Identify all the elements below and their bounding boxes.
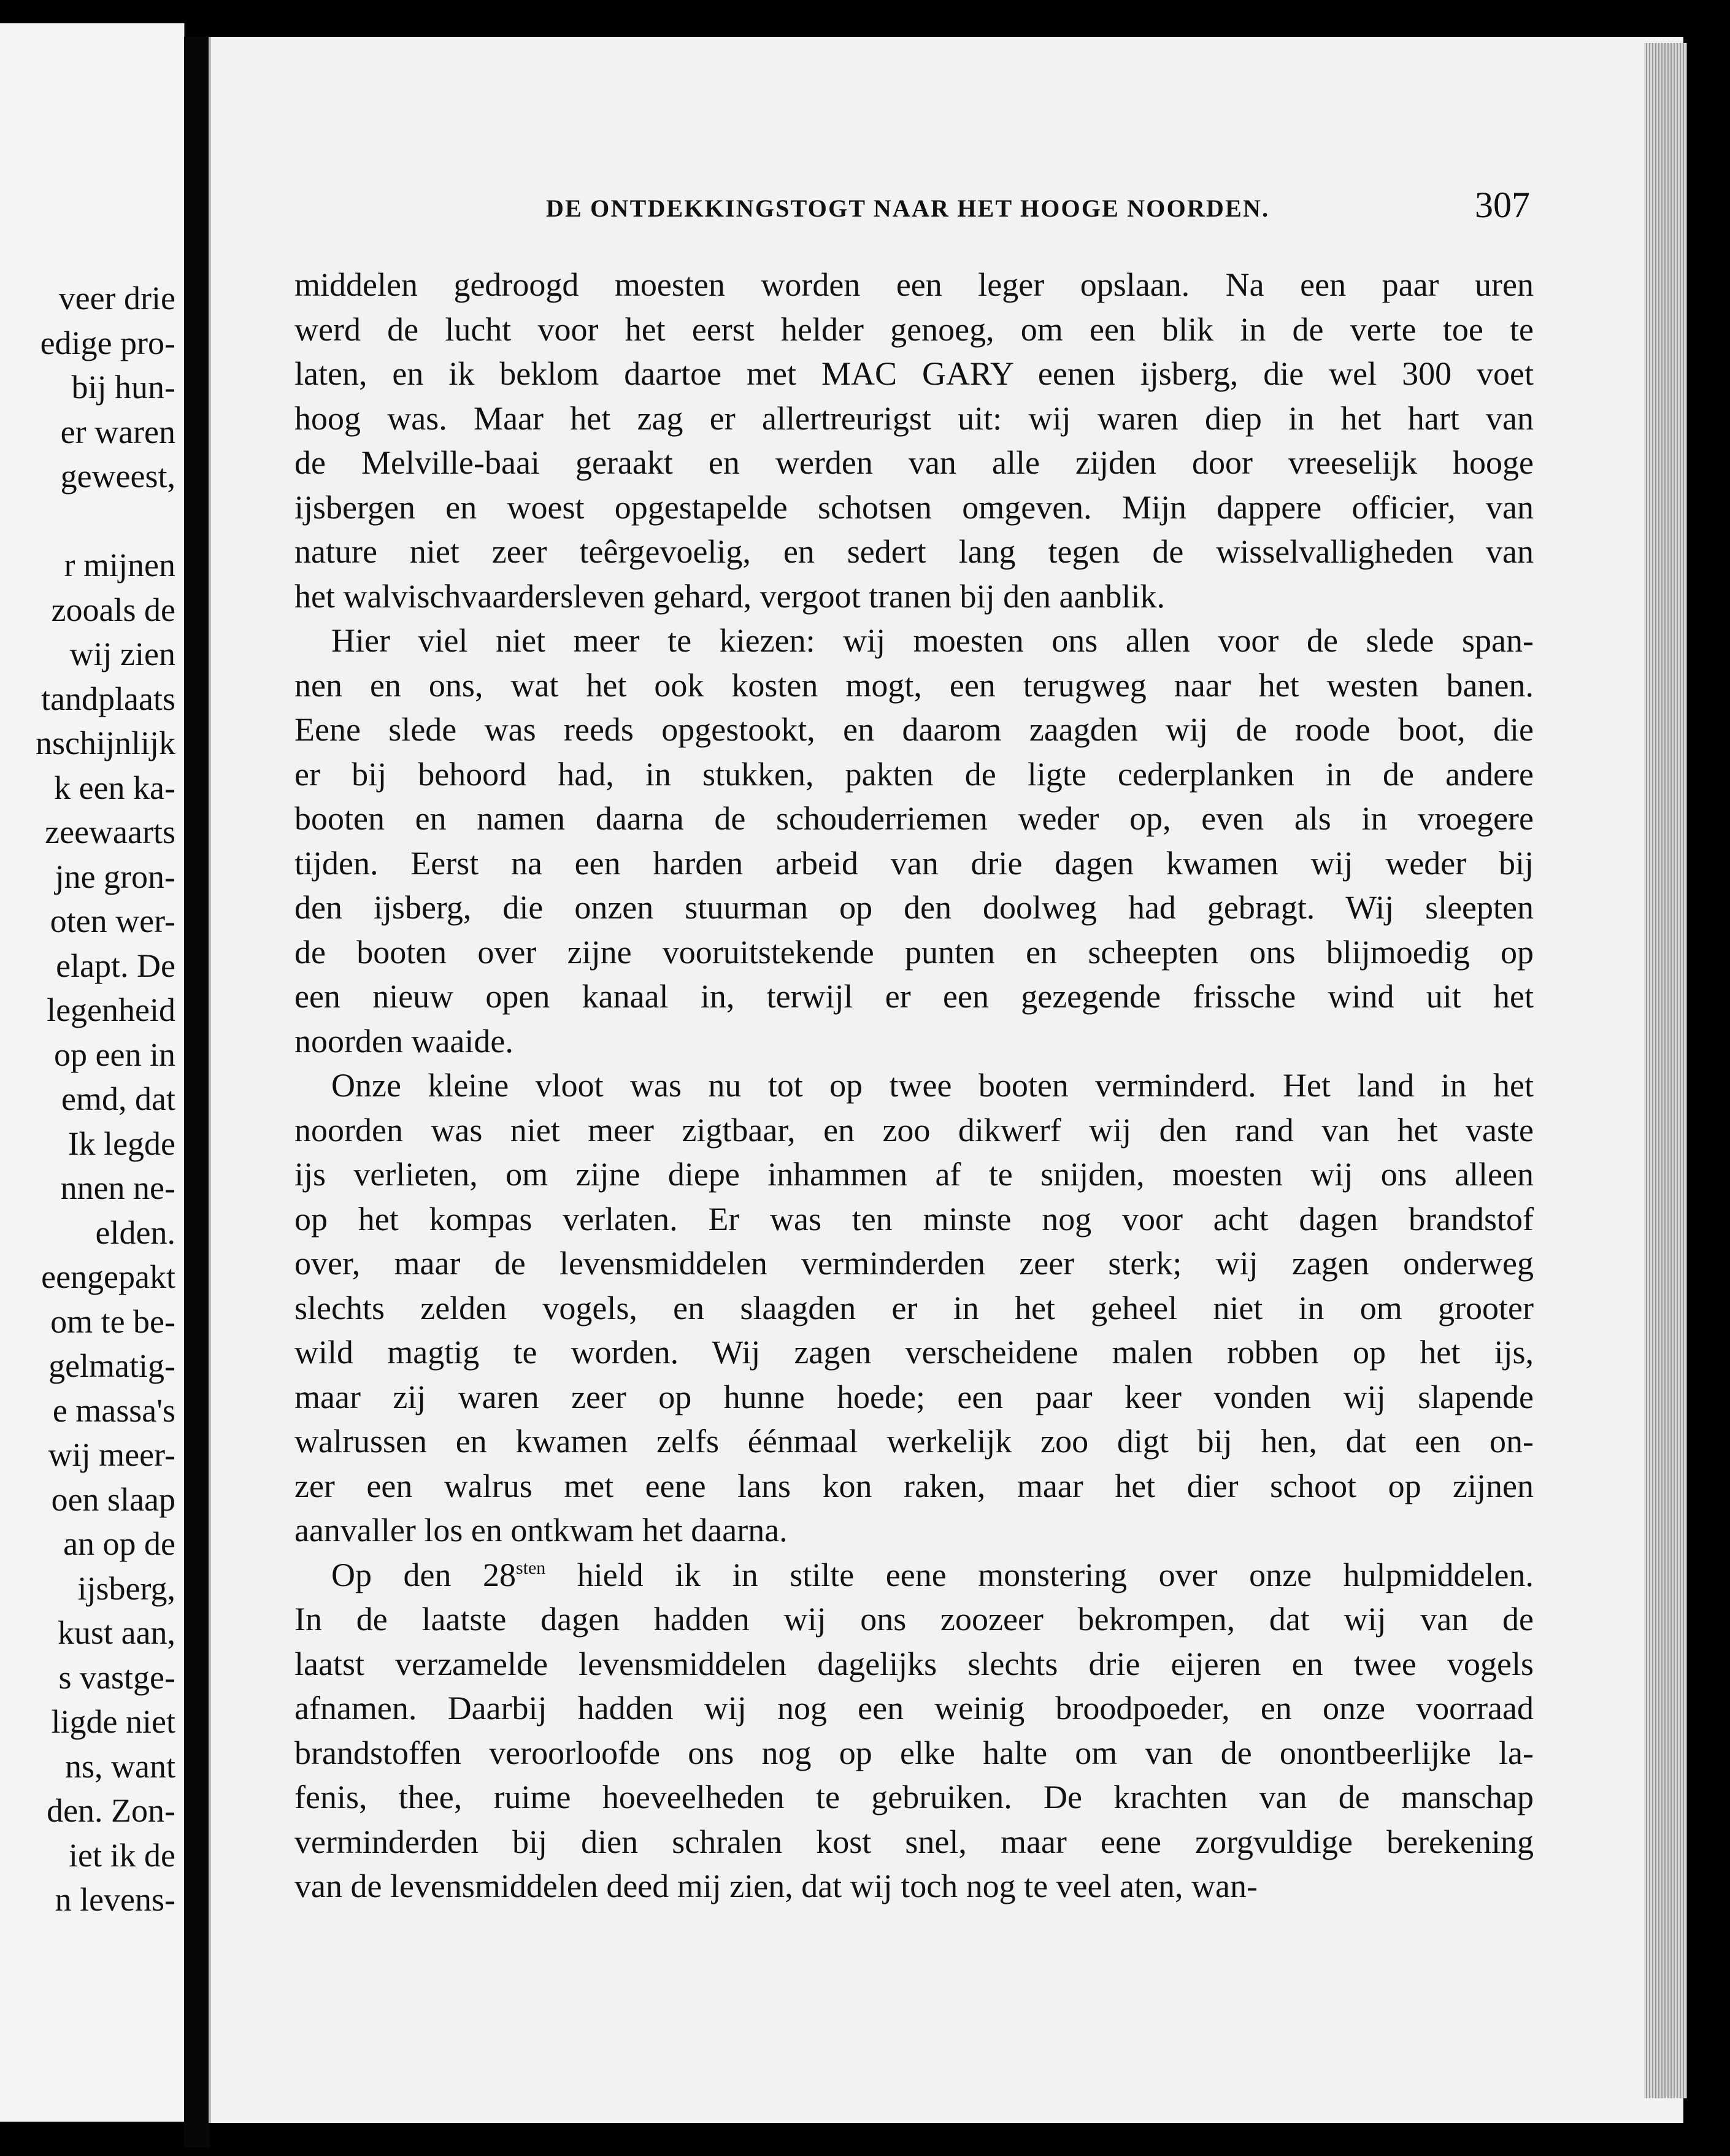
text-line: Onze kleine vloot was nu tot op twee booten verminderd. Het land in het: [331, 1067, 1534, 1104]
left-line: oen slaap: [51, 1480, 175, 1518]
left-line: oten wer-: [50, 903, 175, 939]
left-line: bij hun-: [71, 369, 175, 406]
paragraph: [294, 1553, 1534, 1909]
book-gutter: [184, 37, 210, 2147]
left-line: er waren: [60, 413, 175, 450]
left-line: zeewaarts: [45, 814, 175, 850]
text-line: Hier viel niet meer te kiezen: wij moesten ons allen voor de slede span-: [331, 622, 1534, 659]
left-line-gap: [36, 499, 175, 544]
superscript-ordinal: sten: [515, 1557, 546, 1578]
text-line: aanvaller los en ontkwam het daarna.: [294, 1512, 788, 1549]
text-line: tijden. Eerst na een harden arbeid van drie dagen kwamen wij weder bij: [294, 844, 1534, 882]
left-line: elden.: [95, 1214, 175, 1251]
text-line: op het kompas verlaten. Er was ten minste nog voor acht dagen brandstof: [294, 1200, 1534, 1238]
left-line: r mijnen: [64, 547, 175, 583]
left-line: geweest,: [60, 458, 175, 495]
left-line: ns, want: [65, 1747, 175, 1785]
body-text: [294, 263, 1534, 1909]
left-line: om te be-: [50, 1303, 175, 1340]
text-line: de Melville-baai geraakt en werden van alle zijden door vreeselijk hooge: [294, 444, 1534, 481]
text-line: brandstoffen veroorloofde ons nog op elke halte om van de onontbeerlijke la-: [294, 1734, 1534, 1771]
left-line: legenheid: [47, 991, 175, 1028]
left-line: tandplaats: [41, 680, 175, 717]
text-line: noorden was niet meer zigtbaar, en zoo dikwerf wij den rand van het vaste: [294, 1111, 1534, 1149]
text-line: ijsbergen en woest opgestapelde schotsen omgeven. Mijn dappere officier, van: [294, 488, 1534, 526]
text-line: noorden waaide.: [294, 1022, 513, 1060]
left-line: ligde niet: [51, 1703, 175, 1740]
text-line: ijs verlieten, om zijne diepe inhammen af te snijden, moesten wij ons alleen: [294, 1156, 1534, 1193]
left-line: e massa's: [52, 1392, 175, 1429]
text-line: van de levensmiddelen deed mij zien, dat wij toch nog te veel aten, wan-: [294, 1868, 1258, 1904]
text-line: fenis, thee, ruime hoeveelheden te gebruiken. De krachten van de manschap: [294, 1779, 1534, 1815]
paragraph: [294, 1063, 1534, 1553]
left-line: jne gron-: [55, 858, 175, 895]
paragraph: [294, 263, 1534, 618]
text-line: er bij behoord had, in stukken, pakten de ligte cederplanken in de andere: [294, 755, 1534, 793]
text-line: verminderden bij dien schralen kost snel, maar eene zorgvuldige berekening: [294, 1823, 1534, 1860]
left-line: ijsberg,: [77, 1569, 175, 1607]
text-line: booten en namen daarna de schouderriemen weder op, even als in vroegere: [294, 800, 1534, 837]
left-line: Ik legde: [67, 1125, 175, 1162]
text-line: den ijsberg, die onzen stuurman op den doolweg had gebragt. Wij sleepten: [294, 889, 1534, 926]
left-page: [0, 23, 185, 2122]
text-line: [294, 1553, 1534, 1598]
page-edge: [1644, 43, 1687, 2098]
text-line: nen en ons, wat het ook kosten mogt, een terugweg naar het westen banen.: [294, 666, 1534, 704]
text-line: In de laatste dagen hadden wij ons zoozeer bekrompen, dat wij van de: [294, 1601, 1534, 1638]
left-line: op een in: [54, 1036, 175, 1073]
text-line: hoog was. Maar het zag er allertreurigst uit: wij waren diep in het hart van: [294, 399, 1534, 437]
left-line: s vastge-: [58, 1658, 175, 1696]
text-line: werd de lucht voor het eerst helder genoeg, om een blik in de verte toe te: [294, 310, 1534, 348]
text-line: de booten over zijne vooruitstekende punten en scheepten ons blijmoedig op: [294, 933, 1534, 971]
left-line: n levens-: [55, 1881, 175, 1918]
text-line: Eene slede was reeds opgestookt, en daarom zaagden wij de roode boot, die: [294, 711, 1534, 748]
text-line: laten, en ik beklom daartoe met MAC GARY eenen ijsberg, die wel 300 voet: [294, 355, 1534, 392]
text-line: het walvischvaardersleven gehard, vergoot tranen bij den aanblik.: [294, 577, 1165, 615]
left-page-text: [36, 276, 175, 1922]
text-fragment: Op den 28: [331, 1556, 516, 1593]
left-line: edige pro-: [40, 324, 175, 361]
left-line: elapt. De: [56, 947, 175, 984]
left-line: emd, dat: [61, 1080, 175, 1117]
page-number: 307: [1475, 185, 1530, 225]
text-line: een nieuw open kanaal in, terwijl er een gezegende frissche wind uit het: [294, 978, 1534, 1015]
running-head: DE ONTDEKKINGSTOGT NAAR HET HOOGE NOORDEN.: [546, 194, 1270, 222]
left-line: nnen ne-: [60, 1169, 175, 1206]
left-line: gelmatig-: [48, 1347, 175, 1384]
text-line: wild magtig te worden. Wij zagen verscheidene malen robben op het ijs,: [294, 1334, 1534, 1371]
text-line: walrussen en kwamen zelfs éénmaal werkelijk zoo digt bij hen, dat een on-: [294, 1423, 1534, 1460]
paragraph: [294, 618, 1534, 1063]
text-line: nature niet zeer teêrgevoelig, en sedert lang tegen de wisselvalligheden van: [294, 533, 1534, 570]
left-line: wij meer-: [48, 1436, 175, 1473]
left-line: veer drie: [58, 280, 175, 317]
text-line: maar zij waren zeer op hunne hoede; een paar keer vonden wij slapende: [294, 1378, 1534, 1415]
text-line: over, maar de levensmiddelen verminderden zeer sterk; wij zagen onderweg: [294, 1245, 1534, 1282]
text-line: laatst verzamelde levensmiddelen dagelijks slechts drie eijeren en twee vogels: [294, 1645, 1534, 1682]
left-line: eengepakt: [41, 1258, 175, 1295]
left-line: nschijnlijk: [36, 725, 175, 761]
text-fragment: hield ik in stilte eene monstering over onze hulpmiddelen.: [545, 1556, 1534, 1593]
left-line: den. Zon-: [47, 1792, 175, 1829]
left-line: iet ik de: [69, 1836, 175, 1874]
left-line: zooals de: [51, 591, 175, 628]
left-line: k een ka-: [54, 769, 175, 806]
text-line: afnamen. Daarbij hadden wij nog een weinig broodpoeder, en onze voorraad: [294, 1690, 1534, 1727]
text-line: middelen gedroogd moesten worden een leger opslaan. Na een paar uren: [294, 266, 1534, 303]
left-line: an op de: [63, 1525, 175, 1562]
left-line: wij zien: [69, 636, 175, 672]
text-line: zer een walrus met eene lans kon raken, maar het dier schoot op zijnen: [294, 1467, 1534, 1504]
left-line: kust aan,: [58, 1614, 175, 1651]
text-line: slechts zelden vogels, en slaagden er in het geheel niet in om grooter: [294, 1289, 1534, 1326]
